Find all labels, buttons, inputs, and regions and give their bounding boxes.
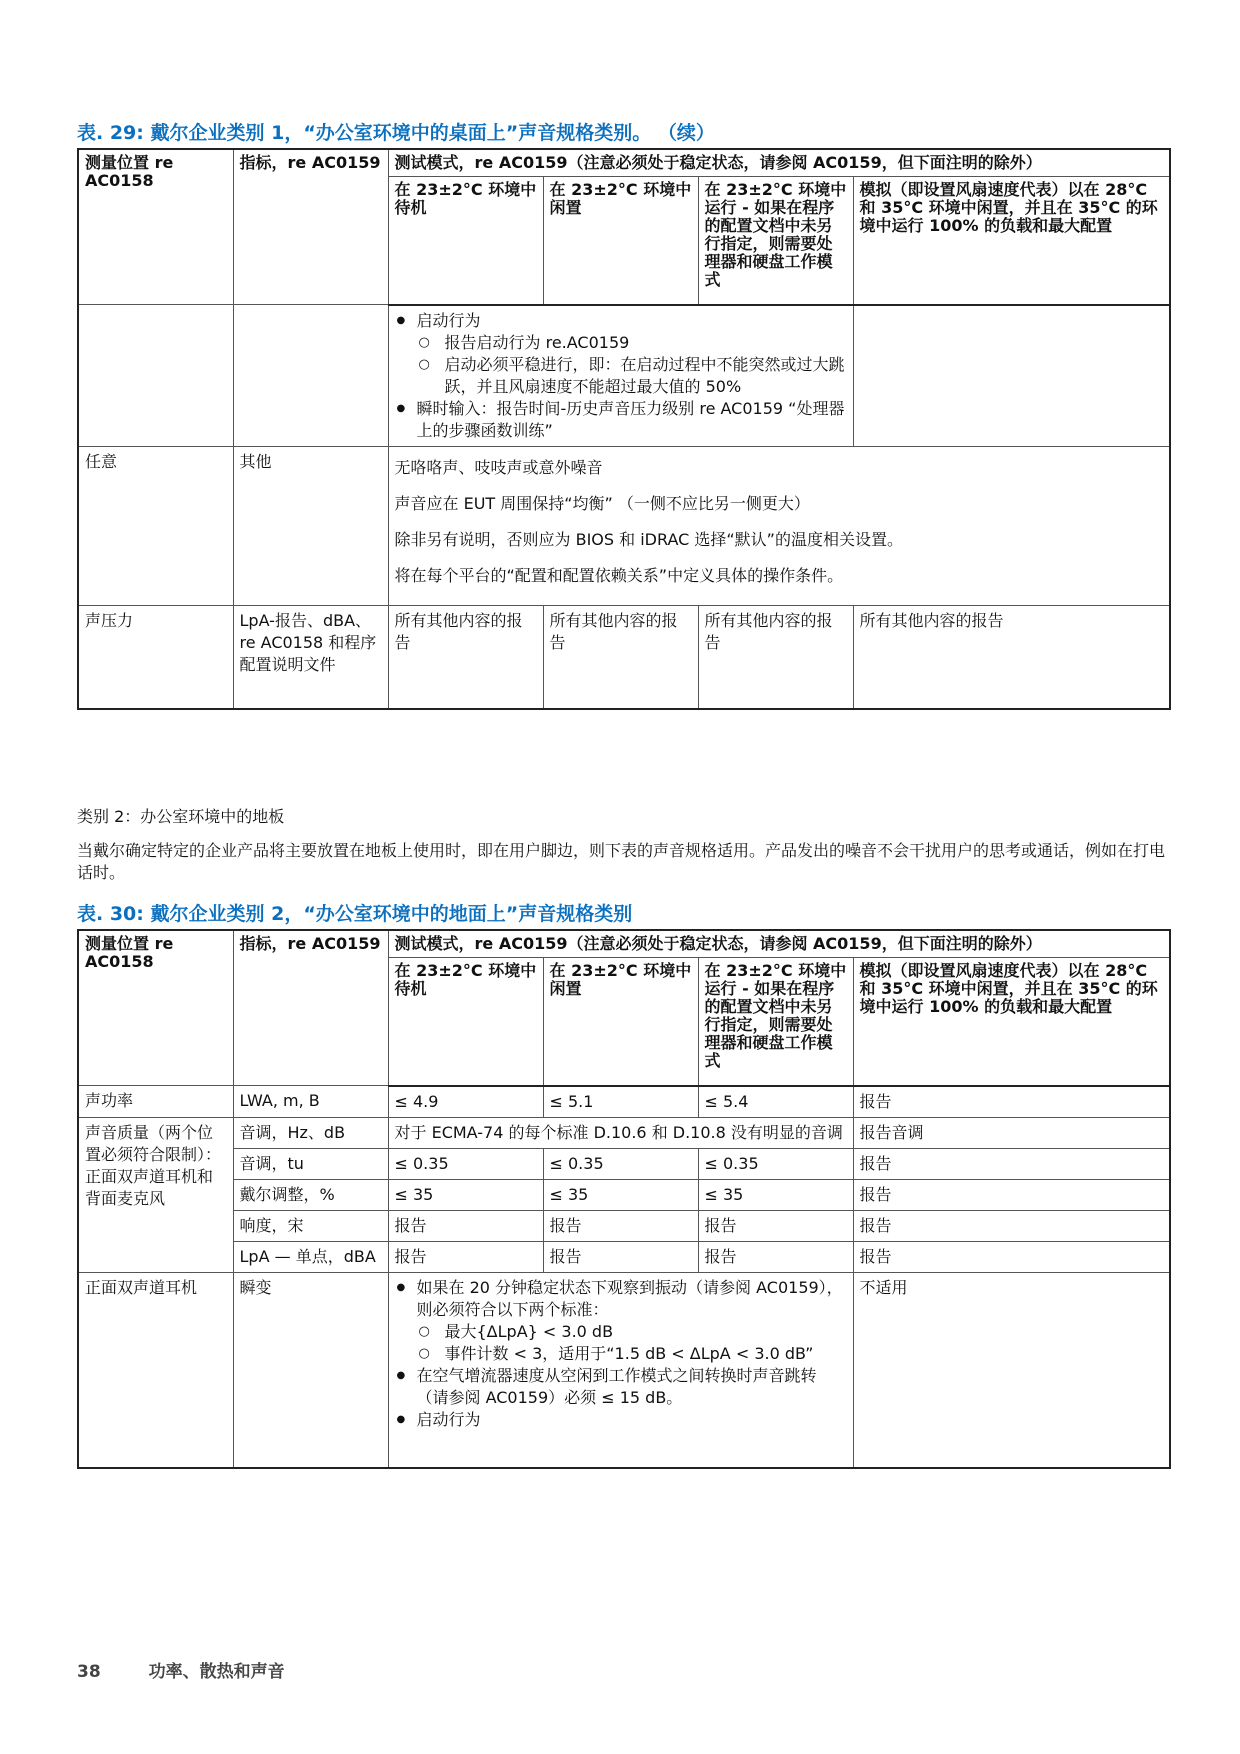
cell-metric: 音调，Hz、dB <box>233 1117 388 1148</box>
page-footer <box>77 1657 285 1682</box>
category-2-description: 当戴尔确定特定的企业产品将主要放置在地板上使用时，即在用户脚边，则下表的声音规格适用。产品发出的噪音不会干扰用户的思考或通话，例如在打电话时。 <box>77 841 1166 882</box>
cell-location: 声功率 <box>78 1086 233 1118</box>
header-location: 测量位置 re AC0158 <box>78 149 233 305</box>
sub-bullet-text: ○ 事件计数 < 3，适用于“1.5 dB < ΔLpA < 3.0 dB” <box>445 1343 847 1365</box>
table-30-caption: 表. 30: 戴尔企业类别 2，“办公室环境中的地面上”声音规格类别 <box>77 903 633 925</box>
header-metric: 指标，re AC0159 <box>233 149 388 305</box>
header-standby: 在 23±2°C 环境中待机 <box>388 958 543 1086</box>
header-operating: 在 23±2°C 环境中运行 - 如果在程序的配置文档中未另行指定，则需要处理器和硬盘工作模式 <box>698 958 853 1086</box>
header-standby: 在 23±2°C 环境中待机 <box>388 177 543 305</box>
table-row: 戴尔调整，% ≤ 35 ≤ 35 ≤ 35 报告 <box>78 1179 1170 1210</box>
cell-metric: LWA, m, B <box>233 1086 388 1118</box>
cell-metric: 响度，宋 <box>233 1210 388 1241</box>
cell-metric: 瞬变 <box>233 1272 388 1468</box>
table-row: 响度，宋 报告 报告 报告 报告 <box>78 1210 1170 1241</box>
table-row: 声压力 LpA-报告、dBA、re AC0158 和程序配置说明文件 所有其他内容的报告 所有其他内容的报告 所有其他内容的报告 所有其他内容的报告 <box>78 605 1170 709</box>
bullet-text: 如果在 20 分钟稳定状态下观察到振动（请参阅 AC0159），则必须符合以下两个标准： <box>416 1277 843 1319</box>
table-30 <box>77 929 1171 1469</box>
header-test-mode: 测试模式，re AC0159（注意必须处于稳定状态，请参阅 AC0159，但下面注明的除外） <box>388 149 1170 177</box>
bullet-text: ● 启动行为 <box>417 1409 847 1431</box>
sub-bullet-text: ○ 报告启动行为 re.AC0159 <box>445 332 847 354</box>
table-row: LpA — 单点，dBA 报告 报告 报告 报告 <box>78 1241 1170 1272</box>
other-requirements-cell: 无咯咯声、吱吱声或意外噪音 声音应在 EUT 周围保持“均衡” （一侧不应比另一侧更大） 除非另有说明，否则应为 BIOS 和 iDRAC 选择“默认”的温度相关设置。 将在每个平台的“配置和配置依赖关系”中定义具体的操作条件。 <box>388 446 1170 605</box>
cell-location: 任意 <box>78 446 233 605</box>
sub-bullet-text: ○ 启动必须平稳进行，即：在启动过程中不能突然或过大跳跃，并且风扇速度不能超过最大值的 50% <box>445 354 847 398</box>
table-row: 声音质量（两个位置必须符合限制）：正面双声道耳机和背面麦克风 音调，Hz、dB 对于 ECMA-74 的每个标准 D.10.6 和 D.10.8 没有明显的音调 报告音调 <box>78 1117 1170 1148</box>
table-row: 声功率 LWA, m, B ≤ 4.9 ≤ 5.1 ≤ 5.4 报告 <box>78 1086 1170 1118</box>
header-idle: 在 23±2°C 环境中闲置 <box>543 958 698 1086</box>
table-row: 正面双声道耳机 瞬变 ● 如果在 20 分钟稳定状态下观察到振动（请参阅 AC0159），则必须符合以下两个标准： ○ 最大{ΔLpA} < 3.0 dB ○ 事件计数 < 3，适用于“1.5 dB < ΔLpA < 3.0 dB” ● 在空气增流器速度从空闲到工作模式之间转换时声音跳转（请参阅 AC0159）必须 ≤ 15 dB。 ● 启动行为 不适用 <box>78 1272 1170 1468</box>
table-row: 音调，tu ≤ 0.35 ≤ 0.35 ≤ 0.35 报告 <box>78 1148 1170 1179</box>
table-row <box>78 305 1170 447</box>
table-29-caption: 表. 29: 戴尔企业类别 1，“办公室环境中的桌面上”声音规格类别。 （续） <box>77 122 715 144</box>
cell-metric: LpA — 单点，dBA <box>233 1241 388 1272</box>
table-row <box>78 446 1170 605</box>
sub-bullet-text: ○ 最大{ΔLpA} < 3.0 dB <box>445 1321 847 1343</box>
section-title: 功率、散热和声音 <box>148 1662 285 1682</box>
cell-metric: 其他 <box>233 446 388 605</box>
startup-behavior-cell <box>388 305 853 447</box>
page-number: 38 <box>77 1662 101 1682</box>
header-operating: 在 23±2°C 环境中运行 - 如果在程序的配置文档中未另行指定，则需要处理器和硬盘工作模式 <box>698 177 853 305</box>
header-location: 测量位置 re AC0158 <box>78 930 233 1086</box>
cell-metric: 戴尔调整，% <box>233 1179 388 1210</box>
category-2-label: 类别 2：办公室环境中的地板 <box>77 807 285 826</box>
table-29 <box>77 148 1171 710</box>
header-simulated: 模拟（即设置风扇速度代表）以在 28°C 和 35°C 环境中闲置，并且在 35°C 的环境中运行 100% 的负载和最大配置 <box>853 958 1170 1086</box>
cell-metric: 音调，tu <box>233 1148 388 1179</box>
header-test-mode: 测试模式，re AC0159（注意必须处于稳定状态，请参阅 AC0159，但下面注明的除外） <box>388 930 1170 958</box>
cell-location: 声音质量（两个位置必须符合限制）：正面双声道耳机和背面麦克风 <box>78 1117 233 1272</box>
cell-location: 声压力 <box>78 605 233 709</box>
transient-requirements-cell <box>388 1272 853 1468</box>
cell-location: 正面双声道耳机 <box>78 1272 233 1468</box>
header-idle: 在 23±2°C 环境中闲置 <box>543 177 698 305</box>
bullet-text: ● 瞬时输入：报告时间-历史声音压力级别 re AC0159 “处理器上的步骤函数训练” <box>417 398 847 442</box>
header-simulated: 模拟（即设置风扇速度代表）以在 28°C 和 35°C 环境中闲置，并且在 35°C 的环境中运行 100% 的负载和最大配置 <box>853 177 1170 305</box>
bullet-text: ● 在空气增流器速度从空闲到工作模式之间转换时声音跳转（请参阅 AC0159）必须 ≤ 15 dB。 <box>417 1365 847 1409</box>
bullet-text: 启动行为 <box>416 310 481 330</box>
header-metric: 指标，re AC0159 <box>233 930 388 1086</box>
cell-metric: LpA-报告、dBA、re AC0158 和程序配置说明文件 <box>233 605 388 709</box>
